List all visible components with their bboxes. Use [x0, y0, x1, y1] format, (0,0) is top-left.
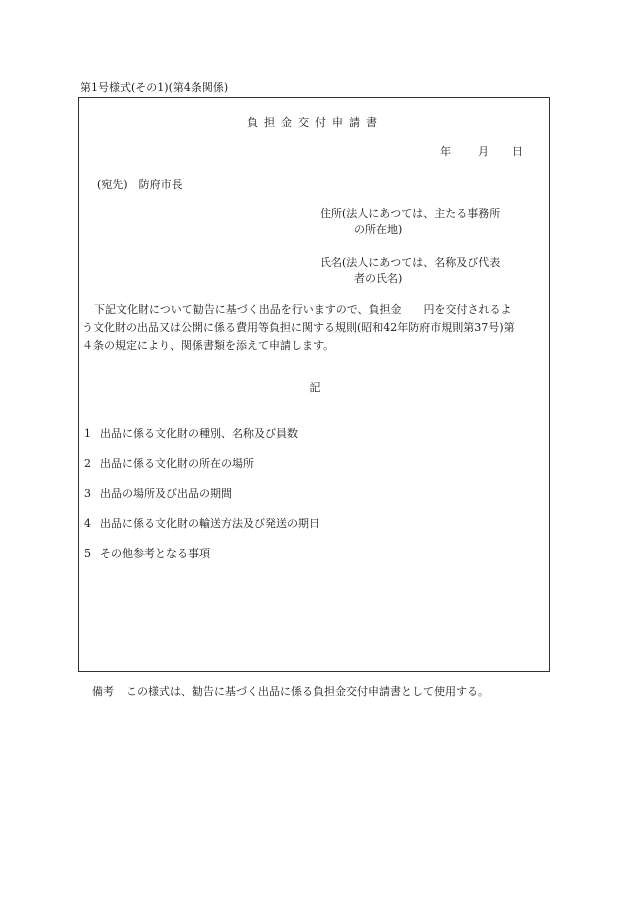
body-text-line: 下記文化財について勧告に基づく出品を行いますので、負担金 円を交付されるよ [94, 303, 512, 316]
date-month-label: 月 [478, 145, 489, 158]
remarks-label: 備考 [92, 685, 114, 698]
item-text: 出品の場所及び出品の期間 [100, 487, 232, 500]
item-number: 1 [84, 427, 91, 440]
list-item [84, 548, 210, 559]
body-text-line: う文化財の出品又は公開に係る費用等負担に関する規則(昭和42年防府市規則第37号)第 [82, 321, 515, 334]
body-text-line: ４条の規定により、関係書類を添えて申請します。 [82, 339, 335, 352]
item-number: 2 [84, 457, 91, 470]
remarks-text: この様式は、勧告に基づく出品に係る負担金交付申請書として使用する。 [126, 685, 489, 698]
list-item [84, 458, 254, 469]
form-number-label: 第1号様式(その1)(第4条関係) [80, 81, 229, 94]
applicant-address-label-cont: の所在地) [354, 223, 403, 236]
applicant-name-label: 氏名(法人にあつては、名称及び代表 [320, 256, 501, 269]
list-item [84, 518, 320, 529]
item-number: 3 [84, 487, 91, 500]
list-item [84, 428, 298, 439]
item-text: 出品に係る文化財の所在の場所 [100, 457, 254, 470]
item-number: 4 [84, 517, 91, 530]
date-year-label: 年 [440, 145, 451, 158]
addressee: (宛先) 防府市長 [97, 178, 183, 191]
item-text: その他参考となる事項 [100, 547, 210, 560]
document-title: 負担金交付申請書 [247, 116, 383, 129]
item-text: 出品に係る文化財の輸送方法及び発送の期日 [100, 517, 320, 530]
item-text: 出品に係る文化財の種別、名称及び員数 [100, 427, 298, 440]
applicant-name-label-cont: 者の氏名) [354, 272, 403, 285]
ki-heading: 記 [309, 381, 321, 394]
remarks-note [92, 686, 489, 697]
item-number: 5 [84, 547, 91, 560]
date-day-label: 日 [512, 145, 523, 158]
list-item [84, 488, 232, 499]
applicant-address-label: 住所(法人にあつては、主たる事務所 [320, 207, 501, 220]
